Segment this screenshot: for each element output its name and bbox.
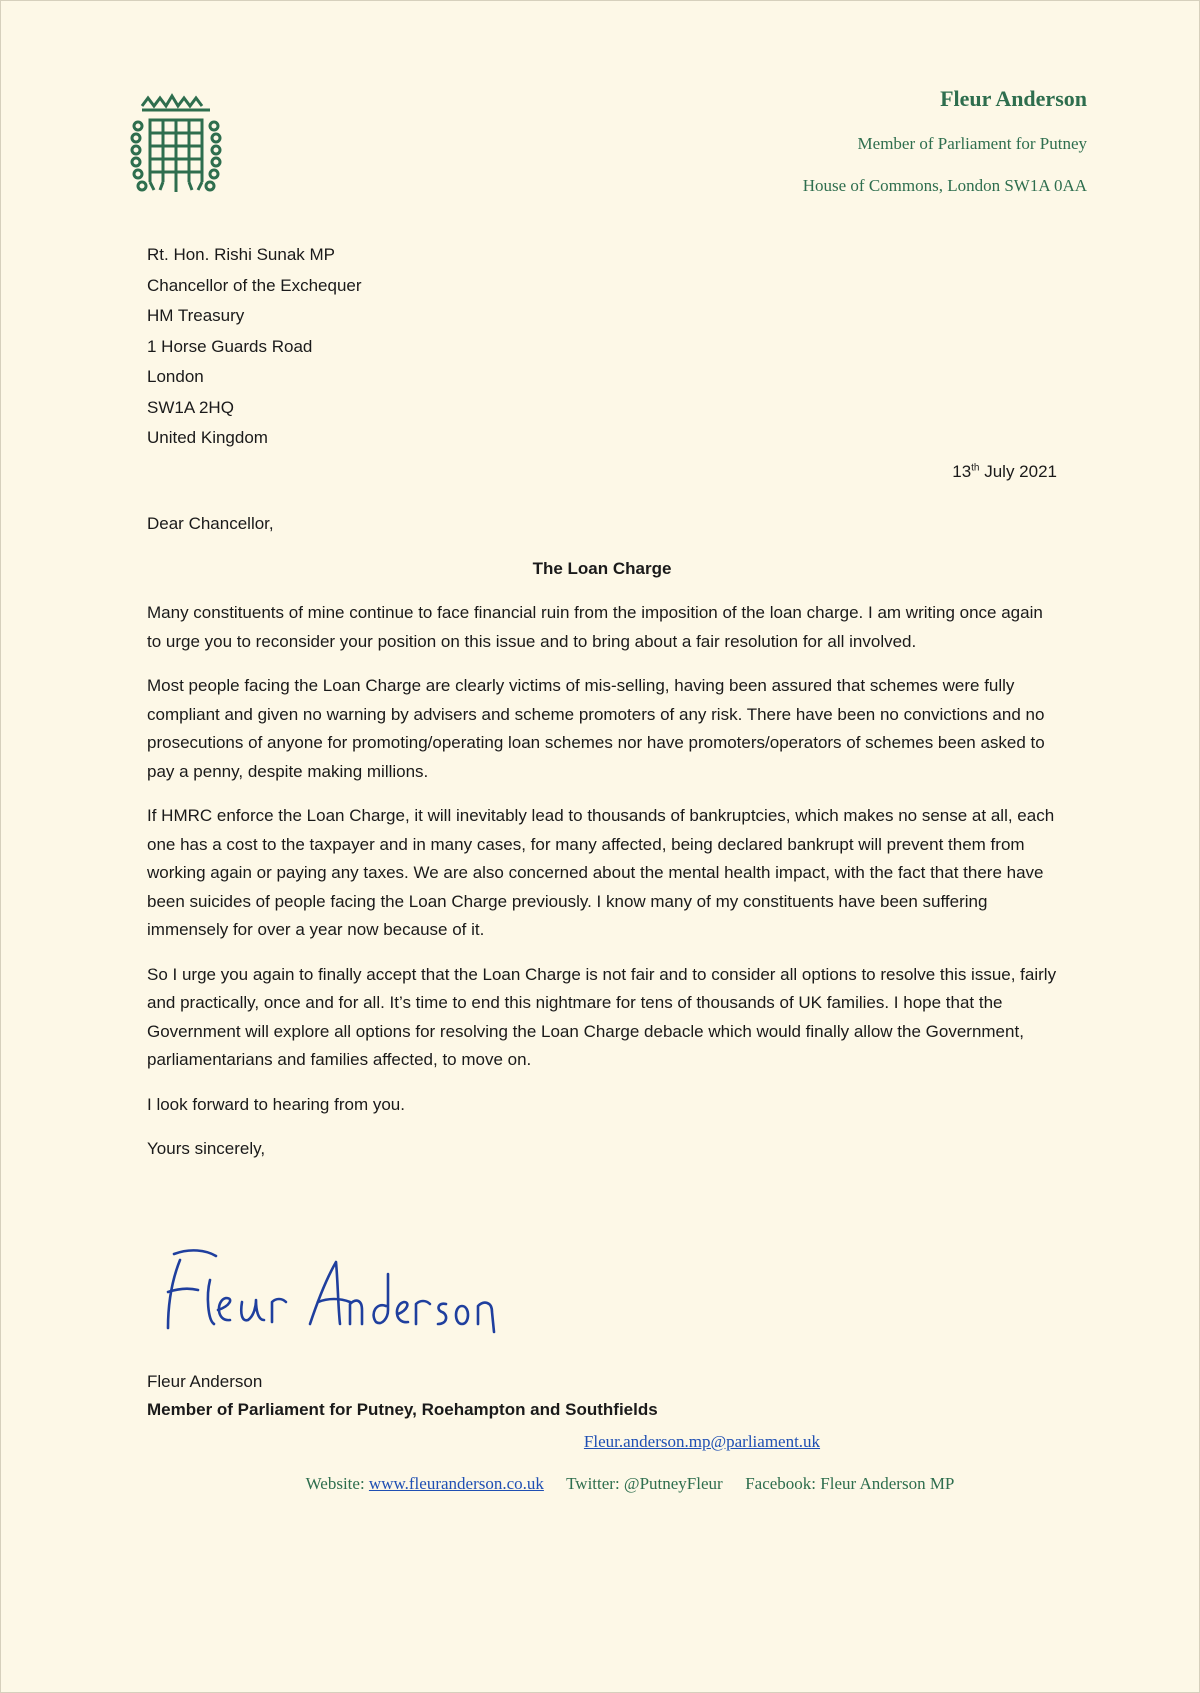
- footer-social-row: [30, 1474, 1200, 1494]
- portcullis-crest-icon: [128, 92, 224, 198]
- paragraph: Most people facing the Loan Charge are clearly victims of mis-selling, having been assured that schemes were fully compliant and given no warning by advisers and scheme promoters of any risk. There have been no convictions and no prosecutions of anyone for promoting/operating loan schemes nor have promoters/operators of schemes been asked to pay a penny, despite making millions.: [147, 676, 1045, 781]
- letterhead-name: Fleur Anderson: [940, 86, 1087, 111]
- date-suffix: th: [971, 462, 980, 474]
- handwritten-signature: [150, 1240, 530, 1340]
- paragraph: If HMRC enforce the Loan Charge, it will inevitably lead to thousands of bankruptcies, which makes no sense at all, each one has a cost to the taxpayer and in many cases, for many affected, being declared bankrupt will prevent them from working again or paying any taxes. We are also concerned about the mental health impact, with the fact that there have been suicides of people facing the Loan Charge previously. I know many of my constituents have been suffering immensely for over a year now because of it.: [147, 806, 1055, 939]
- email-link[interactable]: Fleur.anderson.mp@parliament.uk: [583, 1432, 821, 1451]
- paragraph: So I urge you again to finally accept that the Loan Charge is not fair and to consider all options to resolve this issue, fairly and practically, once and for all. It’s time to end this nightmare for tens of thousands of UK families. I hope that the Government will explore all options for resolving the Loan Charge debacle which would finally allow the Government, parliamentarians and families affected, to move on.: [147, 964, 1057, 1069]
- recipient-line: London: [147, 367, 204, 386]
- recipient-line: Chancellor of the Exchequer: [147, 275, 362, 295]
- salutation: Dear Chancellor,: [147, 514, 274, 533]
- letterhead-constituency: Member of Parliament for Putney: [857, 134, 1087, 153]
- recipient-address: [147, 240, 362, 454]
- website-link[interactable]: www.fleuranderson.co.uk: [368, 1474, 544, 1493]
- facebook-handle: Facebook: Fleur Anderson MP: [745, 1474, 955, 1493]
- subject-heading: The Loan Charge: [532, 558, 672, 578]
- closing: Yours sincerely,: [147, 1139, 266, 1158]
- recipient-line: United Kingdom: [147, 428, 268, 447]
- footer-email-row: [102, 1432, 1200, 1452]
- recipient-line: HM Treasury: [147, 306, 245, 325]
- signoff-name: Fleur Anderson: [147, 1372, 263, 1391]
- date-month-year: July 2021: [979, 462, 1057, 481]
- website-label: Website:: [305, 1474, 365, 1493]
- date-day: 13: [952, 462, 972, 481]
- twitter-handle: Twitter: @PutneyFleur: [566, 1474, 723, 1493]
- recipient-line: SW1A 2HQ: [147, 397, 234, 417]
- signoff-role: Member of Parliament for Putney, Roehampton and Southfields: [147, 1400, 658, 1419]
- letterhead-address: House of Commons, London SW1A 0AA: [802, 176, 1087, 195]
- recipient-line: Rt. Hon. Rishi Sunak MP: [147, 245, 336, 264]
- paragraph: Many constituents of mine continue to face financial ruin from the imposition of the loan charge. I am writing once again to urge you to reconsider your position on this issue and to bring about a fair resolution for all involved.: [147, 603, 1043, 651]
- letterhead: [803, 86, 1087, 218]
- recipient-line: 1 Horse Guards Road: [147, 336, 313, 356]
- letter-date: [952, 462, 1057, 482]
- letter-body: [147, 510, 1057, 1180]
- paragraph: I look forward to hearing from you.: [147, 1094, 405, 1114]
- signoff-block: [147, 1368, 658, 1424]
